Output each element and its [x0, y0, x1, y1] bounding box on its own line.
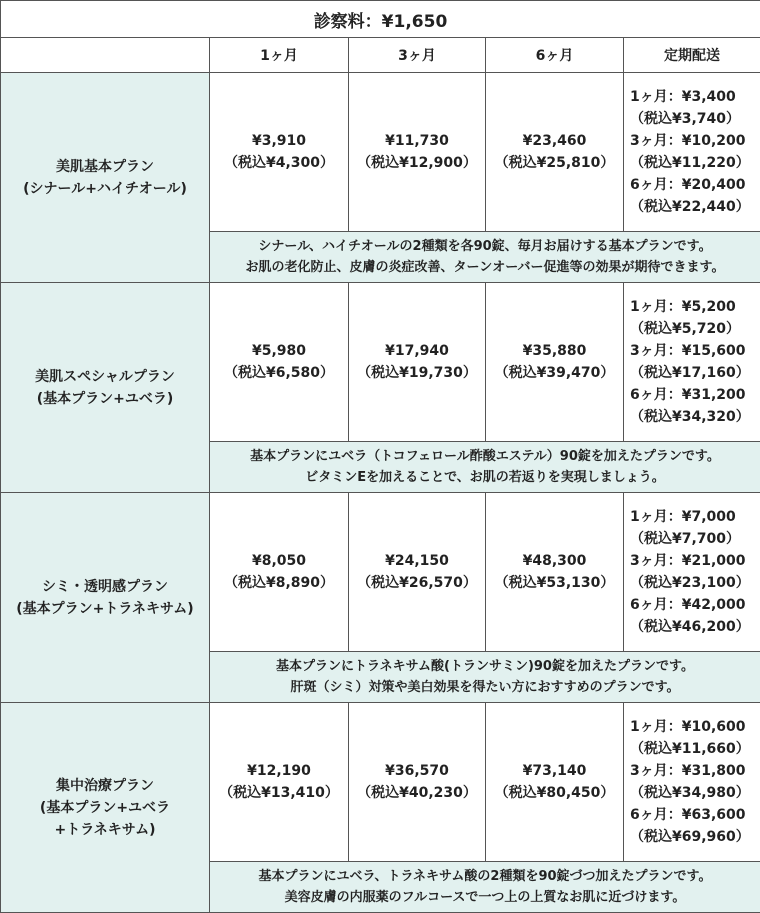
- header-empty: [1, 38, 210, 73]
- description-line: 肝斑（シミ）対策や美白効果を得たい方におすすめのプランです。: [210, 677, 760, 698]
- plan-name-line: (シナール+ハイチオール): [1, 178, 209, 200]
- price-line: ¥23,460: [486, 130, 623, 152]
- price-line: （税込¥4,300）: [210, 152, 348, 174]
- plan-description: [210, 652, 760, 703]
- plan-name: [1, 493, 210, 703]
- header-subscription: 定期配送: [624, 38, 760, 73]
- plan-name-line: 美肌基本プラン: [1, 156, 209, 178]
- price-line: （税込¥13,410）: [210, 782, 348, 804]
- subscription-line: （税込¥46,200）: [630, 616, 760, 638]
- price-m6: [486, 283, 624, 442]
- price-m1: [210, 73, 349, 232]
- price-m6: [486, 703, 624, 862]
- price-line: ¥17,940: [349, 340, 485, 362]
- subscription-line: （税込¥34,320）: [630, 406, 760, 428]
- plan-name-line: (基本プラン+ユベラ): [1, 388, 209, 410]
- consultation-fee: 診察料：¥1,650: [1, 1, 760, 38]
- subscription-line: （税込¥69,960）: [630, 826, 760, 848]
- subscription-price: [624, 283, 760, 442]
- description-line: 基本プランにユベラ（トコフェロール酢酸エステル）90錠を加えたプランです。: [210, 446, 760, 467]
- price-m3: [349, 73, 486, 232]
- price-line: （税込¥8,890）: [210, 572, 348, 594]
- subscription-line: 6ヶ月：¥20,400: [630, 174, 760, 196]
- header-row: [1, 38, 760, 73]
- price-line: ¥36,570: [349, 760, 485, 782]
- price-line: （税込¥80,450）: [486, 782, 623, 804]
- plan-name-line: +トラネキサム): [1, 819, 209, 841]
- subscription-line: 6ヶ月：¥42,000: [630, 594, 760, 616]
- subscription-line: （税込¥5,720）: [630, 318, 760, 340]
- description-line: シナール、ハイチオールの2種類を各90錠、毎月お届けする基本プランです。: [210, 236, 760, 257]
- price-line: （税込¥39,470）: [486, 362, 623, 384]
- subscription-line: （税込¥34,980）: [630, 782, 760, 804]
- plan-description: [210, 862, 760, 913]
- subscription-line: 1ヶ月：¥7,000: [630, 506, 760, 528]
- plan-name: [1, 703, 210, 913]
- subscription-price: [624, 703, 760, 862]
- price-m1: [210, 283, 349, 442]
- description-line: お肌の老化防止、皮膚の炎症改善、ターンオーバー促進等の効果が期待できます。: [210, 257, 760, 278]
- subscription-line: 3ヶ月：¥15,600: [630, 340, 760, 362]
- header-6-months: 6ヶ月: [486, 38, 624, 73]
- plan-row: [1, 283, 760, 442]
- price-line: （税込¥40,230）: [349, 782, 485, 804]
- price-line: ¥73,140: [486, 760, 623, 782]
- plan-name-line: シミ・透明感プラン: [1, 576, 209, 598]
- price-line: ¥3,910: [210, 130, 348, 152]
- subscription-line: 1ヶ月：¥10,600: [630, 716, 760, 738]
- price-m3: [349, 493, 486, 652]
- price-line: （税込¥6,580）: [210, 362, 348, 384]
- price-line: ¥5,980: [210, 340, 348, 362]
- subscription-line: （税込¥17,160）: [630, 362, 760, 384]
- price-line: ¥48,300: [486, 550, 623, 572]
- price-m6: [486, 493, 624, 652]
- subscription-line: （税込¥23,100）: [630, 572, 760, 594]
- description-line: 美容皮膚の内服薬のフルコースで一つ上の上質なお肌に近づけます。: [210, 887, 760, 908]
- price-line: （税込¥12,900）: [349, 152, 485, 174]
- subscription-line: （税込¥11,660）: [630, 738, 760, 760]
- price-m1: [210, 493, 349, 652]
- plan-name-line: 集中治療プラン: [1, 775, 209, 797]
- price-m3: [349, 283, 486, 442]
- description-line: ビタミンEを加えることで、お肌の若返りを実現しましょう。: [210, 467, 760, 488]
- price-m1: [210, 703, 349, 862]
- plan-row: [1, 703, 760, 862]
- price-line: ¥12,190: [210, 760, 348, 782]
- description-line: 基本プランにユベラ、トラネキサム酸の2種類を90錠づつ加えたプランです。: [210, 866, 760, 887]
- plan-name-line: (基本プラン+トラネキサム): [1, 598, 209, 620]
- price-m3: [349, 703, 486, 862]
- subscription-price: [624, 493, 760, 652]
- subscription-line: 1ヶ月：¥3,400: [630, 86, 760, 108]
- subscription-price: [624, 73, 760, 232]
- plan-name-line: 美肌スペシャルプラン: [1, 366, 209, 388]
- price-line: （税込¥53,130）: [486, 572, 623, 594]
- plan-name-line: (基本プラン+ユベラ: [1, 797, 209, 819]
- price-line: ¥8,050: [210, 550, 348, 572]
- price-line: （税込¥26,570）: [349, 572, 485, 594]
- subscription-line: 3ヶ月：¥10,200: [630, 130, 760, 152]
- subscription-line: （税込¥11,220）: [630, 152, 760, 174]
- price-line: ¥11,730: [349, 130, 485, 152]
- plan-row: [1, 73, 760, 232]
- subscription-line: 6ヶ月：¥31,200: [630, 384, 760, 406]
- price-m6: [486, 73, 624, 232]
- subscription-line: （税込¥3,740）: [630, 108, 760, 130]
- plan-description: [210, 442, 760, 493]
- header-1-month: 1ヶ月: [210, 38, 349, 73]
- header-3-months: 3ヶ月: [349, 38, 486, 73]
- price-line: ¥35,880: [486, 340, 623, 362]
- subscription-line: 1ヶ月：¥5,200: [630, 296, 760, 318]
- plan-description: [210, 232, 760, 283]
- subscription-line: 3ヶ月：¥31,800: [630, 760, 760, 782]
- price-line: （税込¥25,810）: [486, 152, 623, 174]
- plan-row: [1, 493, 760, 652]
- description-line: 基本プランにトラネキサム酸(トランサミン)90錠を加えたプランです。: [210, 656, 760, 677]
- subscription-line: （税込¥22,440）: [630, 196, 760, 218]
- price-line: ¥24,150: [349, 550, 485, 572]
- subscription-line: （税込¥7,700）: [630, 528, 760, 550]
- subscription-line: 3ヶ月：¥21,000: [630, 550, 760, 572]
- subscription-line: 6ヶ月：¥63,600: [630, 804, 760, 826]
- plan-name: [1, 283, 210, 493]
- price-line: （税込¥19,730）: [349, 362, 485, 384]
- plan-name: [1, 73, 210, 283]
